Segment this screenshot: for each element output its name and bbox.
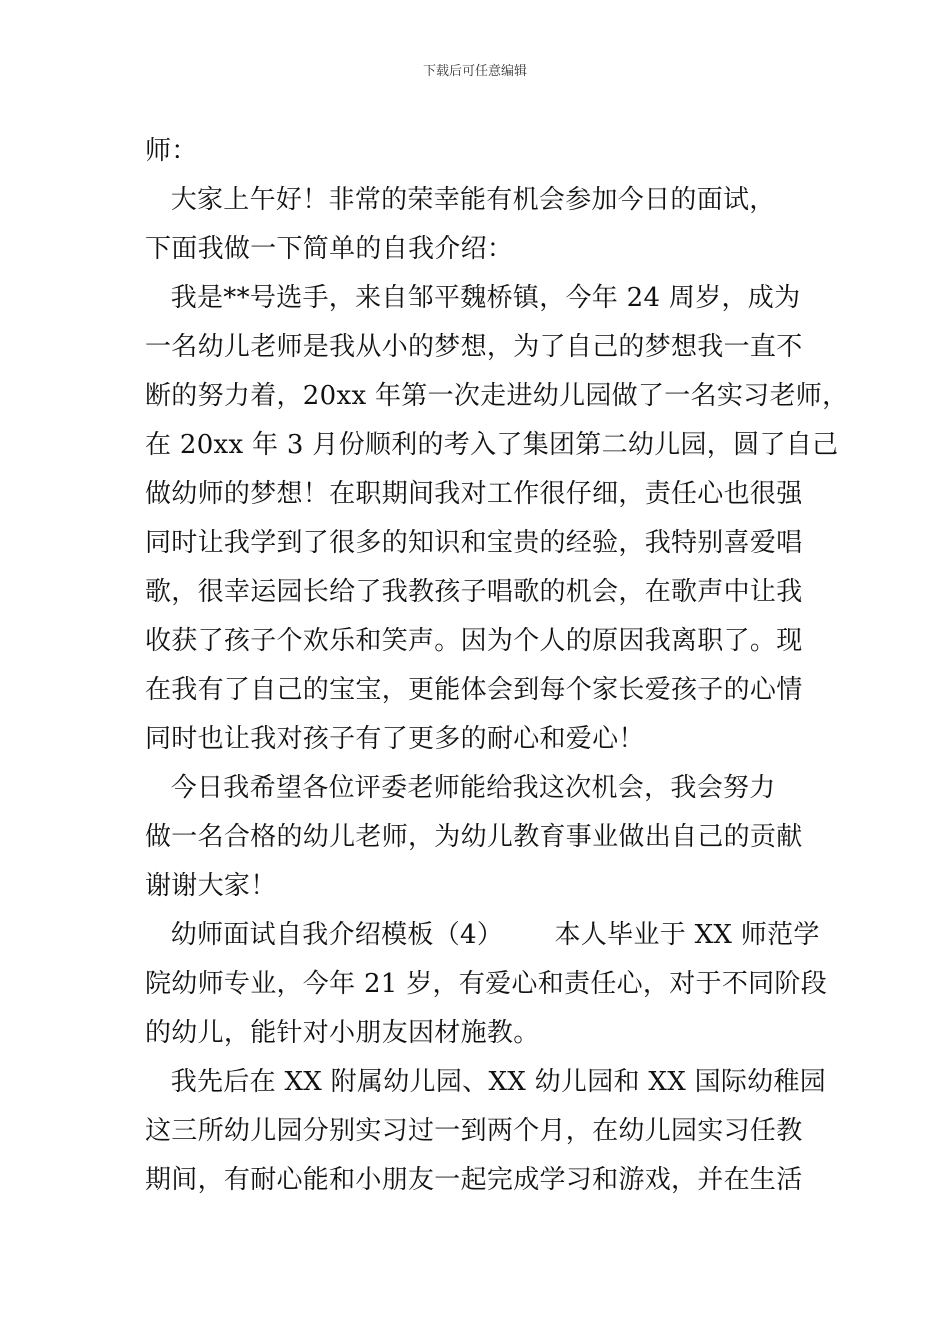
text-line: 的幼儿，能针对小朋友因材施教。 bbox=[145, 1018, 540, 1048]
text-line: 在 20xx 年 3 月份顺利的考入了集团第二幼儿园，圆了自己 bbox=[145, 430, 839, 460]
text-line: 大家上午好！非常的荣幸能有机会参加今日的面试， bbox=[145, 185, 776, 215]
text-line: 一名幼儿老师是我从小的梦想，为了自己的梦想我一直不 bbox=[145, 332, 803, 362]
text-line: 幼师面试自我介绍模板（4） 本人毕业于 XX 师范学 bbox=[145, 920, 820, 950]
text-line: 同时也让我对孩子有了更多的耐心和爱心！ bbox=[145, 724, 645, 754]
text-line: 我先后在 XX 附属幼儿园、XX 幼儿园和 XX 国际幼稚园 bbox=[145, 1067, 827, 1097]
text-line: 这三所幼儿园分别实习过一到两个月，在幼儿园实习任教 bbox=[145, 1116, 803, 1146]
text-line: 做幼师的梦想！在职期间我对工作很仔细，责任心也很强 bbox=[145, 479, 803, 509]
text-line: 我是**号选手，来自邹平魏桥镇，今年 24 周岁，成为 bbox=[145, 283, 801, 313]
text-line: 收获了孩子个欢乐和笑声。因为个人的原因我离职了。现 bbox=[145, 626, 803, 656]
text-line: 同时让我学到了很多的知识和宝贵的经验，我特别喜爱唱 bbox=[145, 528, 803, 558]
text-line: 今日我希望各位评委老师能给我这次机会，我会努力 bbox=[145, 773, 776, 803]
text-line: 做一名合格的幼儿老师，为幼儿教育事业做出自己的贡献 bbox=[145, 822, 803, 852]
text-line: 断的努力着，20xx 年第一次走进幼儿园做了一名实习老师， bbox=[145, 381, 849, 411]
page-header: 下载后可任意编辑 bbox=[422, 64, 527, 79]
text-line: 院幼师专业，今年 21 岁，有爱心和责任心，对于不同阶段 bbox=[145, 969, 828, 999]
text-line: 期间，有耐心能和小朋友一起完成学习和游戏，并在生活 bbox=[145, 1165, 803, 1195]
text-line: 在我有了自己的宝宝，更能体会到每个家长爱孩子的心情 bbox=[145, 675, 803, 705]
text-line: 下面我做一下简单的自我介绍： bbox=[145, 234, 514, 264]
text-line: 歌，很幸运园长给了我教孩子唱歌的机会，在歌声中让我 bbox=[145, 577, 803, 607]
text-line: 谢谢大家！ bbox=[145, 871, 277, 901]
text-line: 师： bbox=[145, 136, 198, 166]
document-body bbox=[145, 127, 849, 1205]
